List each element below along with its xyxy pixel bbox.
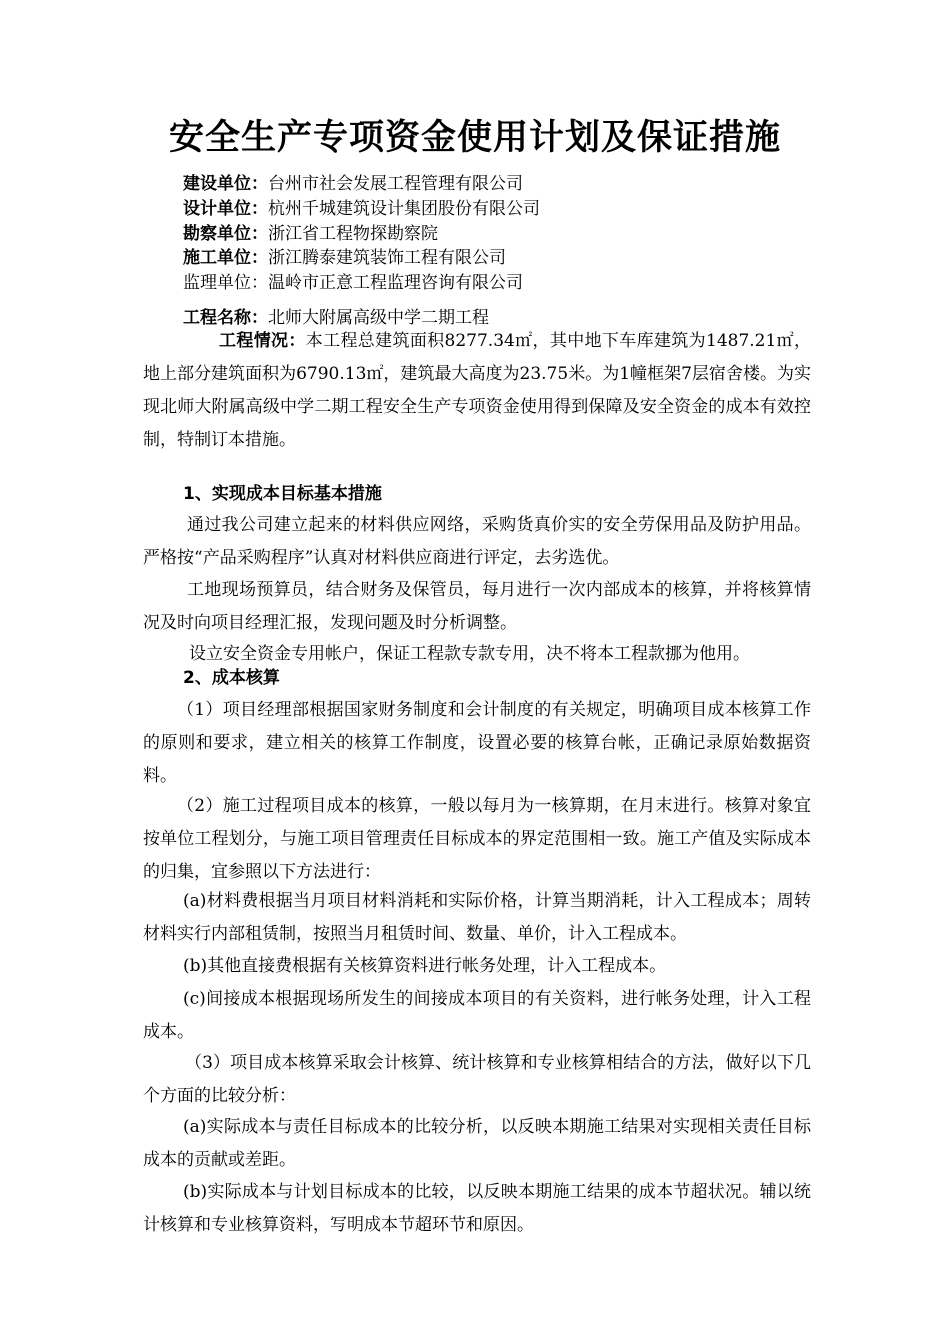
section1-paragraph: 设立安全资金专用帐户，保证工程款专款专用，决不将本工程款挪为他用。 [189,644,750,664]
unit-label: 勘察单位： [183,224,268,244]
unit-design [183,197,540,221]
section1-paragraph: 工地现场预算员，结合财务及保管员，每月进行一次内部成本的核算，并将核算情况及时向项目经理汇报，发现问题及时分析调整。 [143,580,811,633]
section2-paragraph: (a)材料费根据当月项目材料消耗和实际价格，计算当期消耗，计入工程成本；周转材料实行内部租赁制，按照当月租赁时间、数量、单价，计入工程成本。 [143,891,811,944]
unit-survey [183,222,438,246]
section1-paragraph: 通过我公司建立起来的材料供应网络，采购货真价实的安全劳保用品及防护用品。严格按“产品采购程序”认真对材料供应商进行评定，去劣选优。 [143,515,811,568]
section1-heading: 1、实现成本目标基本措施 [183,484,382,504]
unit-value: 杭州千城建筑设计集团股份有限公司 [268,199,540,219]
unit-builder [183,246,506,270]
overview-label: 工程情况： [219,331,306,351]
document-title: 安全生产专项资金使用计划及保证措施 [168,118,781,158]
section2-paragraph: (a)实际成本与责任目标成本的比较分析，以反映本期施工结果对实现相关责任目标成本的贡献或差距。 [143,1117,811,1170]
section2-paragraph: (b)实际成本与计划目标成本的比较，以反映本期施工结果的成本节超状况。辅以统计核算和专业核算资料，写明成本节超环节和原因。 [143,1182,811,1235]
unit-label: 设计单位： [183,199,268,219]
section2-paragraph: （1）项目经理部根据国家财务制度和会计制度的有关规定，明确项目成本核算工作的原则和要求，建立相关的核算工作制度，设置必要的核算台帐，正确记录原始数据资料。 [143,700,811,786]
unit-value: 浙江腾泰建筑装饰工程有限公司 [268,248,506,268]
unit-value: 温岭市正意工程监理咨询有限公司 [268,273,523,293]
section2-paragraph: (b)其他直接费根据有关核算资料进行帐务处理，计入工程成本。 [183,956,667,976]
unit-value: 浙江省工程物探勘察院 [268,224,438,244]
unit-label: 监理单位： [183,273,268,293]
overview-text: 本工程总建筑面积8277.34㎡，其中地下车库建筑为1487.21㎡，地上部分建筑面积为6790.13㎡，建筑最大高度为23.75米。为1幢框架7层宿舍楼。为实现北师大附属高级中学二期工程安全生产专项资金使用得到保障及安全资金的成本有效控制，特制订本措施。 [143,331,811,450]
unit-label: 建设单位： [183,174,268,194]
section2-paragraph: （2）施工过程项目成本的核算，一般以每月为一核算期，在月末进行。核算对象宜按单位工程划分，与施工项目管理责任目标成本的界定范围相一致。施工产值及实际成本的归集，宜参照以下方法进行： [143,796,811,882]
section2-heading: 2、成本核算 [183,668,280,688]
unit-label: 施工单位： [183,248,268,268]
project-value: 北师大附属高级中学二期工程 [268,308,489,328]
section2-paragraph: （3）项目成本核算采取会计核算、统计核算和专业核算相结合的方法，做好以下几个方面的比较分析： [143,1053,811,1106]
section2-paragraph: (c)间接成本根据现场所发生的间接成本项目的有关资料，进行帐务处理，计入工程成本。 [143,989,811,1042]
unit-value: 台州市社会发展工程管理有限公司 [268,174,523,194]
project-label: 工程名称： [183,308,268,328]
overview-paragraph [143,325,811,457]
unit-supervision [183,271,523,295]
unit-construction [183,172,523,196]
